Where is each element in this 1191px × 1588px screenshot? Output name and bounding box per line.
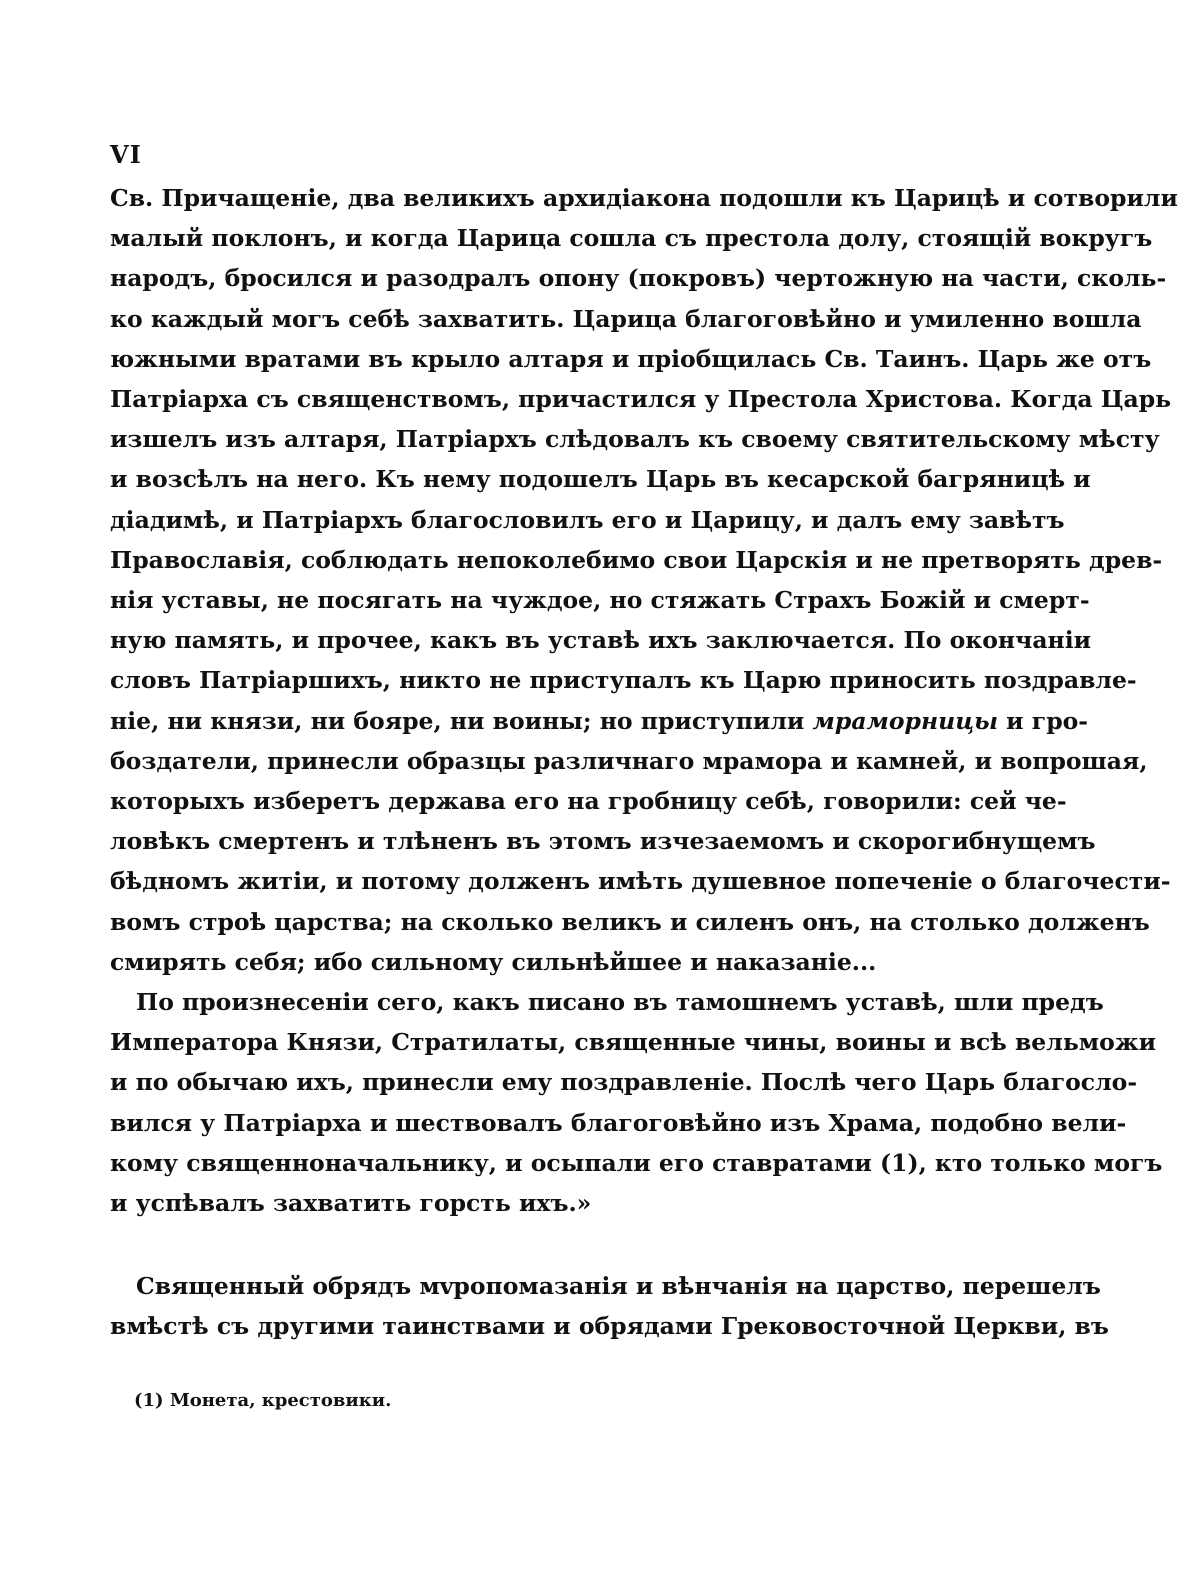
text-line: боздатели, принесли образцы различнаго мрамора и камней, и вопрошая, xyxy=(110,746,1148,775)
text-line: нія уставы, не посягать на чуждое, но стяжать Страхъ Божій и смерт- xyxy=(110,586,1090,615)
text-line: вомъ строѣ царства; на сколько великъ и силенъ онъ, на столько долженъ xyxy=(110,907,1150,936)
text-line: народъ, бросился и разодралъ опону (покровъ) чертожную на части, сколь- xyxy=(110,264,1167,293)
text-line: ко каждый могъ себѣ захватить. Царица благоговѣйно и умиленно вошла xyxy=(110,304,1142,333)
text-line: кому священноначальнику, и осыпали его ставратами (1), кто только могъ xyxy=(110,1148,1163,1177)
text-line: и по обычаю ихъ, принесли ему поздравленіе. Послѣ чего Царь благосло- xyxy=(110,1068,1138,1097)
text-segment: и гро- xyxy=(998,706,1089,735)
text-line: Императора Князи, Стратилаты, священные чины, воины и всѣ вельможи xyxy=(110,1028,1157,1057)
text-line: ную память, и прочее, какъ въ уставѣ ихъ заключается. По окончаніи xyxy=(110,626,1092,655)
text-line: По произнесеніи сего, какъ писано въ тамошнемъ уставѣ, шли предъ xyxy=(136,988,1104,1017)
italic-word: мраморницы xyxy=(812,706,998,735)
text-line: и успѣвалъ захватить горсть ихъ.» xyxy=(110,1189,592,1218)
text-segment: ніе, ни князи, ни бояре, ни воины; но приступили xyxy=(110,706,813,735)
text-line: Православія, соблюдать непоколебимо свои Царскія и не претворять древ- xyxy=(110,545,1163,574)
footnote: (1) Монета, крестовики. xyxy=(134,1390,392,1411)
text-line: вмѣстѣ съ другими таинствами и обрядами Грековосточной Церкви, въ xyxy=(110,1312,1109,1341)
text-line: малый поклонъ, и когда Царица сошла съ престола долу, стоящій вокругъ xyxy=(110,224,1153,253)
text-line: смирять себя; ибо сильному сильнѣйшее и наказаніе... xyxy=(110,947,877,976)
text-line: южными вратами въ крыло алтаря и пріобщилась Св. Таинъ. Царь же отъ xyxy=(110,344,1152,373)
text-line-with-italic xyxy=(110,701,1089,741)
text-line: ловѣкъ смертенъ и тлѣненъ въ этомъ изчезаемомъ и скорогибнущемъ xyxy=(110,827,1096,856)
text-line: діадимѣ, и Патріархъ благословилъ его и Царицу, и далъ ему завѣтъ xyxy=(110,505,1065,534)
text-line: изшелъ изъ алтаря, Патріархъ слѣдовалъ къ своему святительскому мѣсту xyxy=(110,425,1160,454)
text-line: которыхъ изберетъ держава его на гробницу себѣ, говорили: сей че- xyxy=(110,787,1067,816)
text-line: Священный обрядъ мvропомазанія и вѣнчанія на царство, перешелъ xyxy=(136,1272,1101,1300)
text-line: и возсѣлъ на него. Къ нему подошелъ Царь въ кесарской багряницѣ и xyxy=(110,465,1091,494)
text-line: вился у Патріарха и шествовалъ благоговѣйно изъ Храма, подобно вели- xyxy=(110,1108,1127,1137)
text-line: словъ Патріаршихъ, никто не приступалъ къ Царю приносить поздравле- xyxy=(110,666,1137,695)
text-line: бѣдномъ житіи, и потому долженъ имѣть душевное попеченіе о благочести- xyxy=(110,867,1171,896)
main-paragraph xyxy=(110,178,1178,1223)
text-line: Патріарха съ священствомъ, причастился у Престола Христова. Когда Царь xyxy=(110,385,1172,414)
text-line: Св. Причащеніе, два великихъ архидіакона подошли къ Царицѣ и сотворили xyxy=(110,184,1178,212)
second-paragraph xyxy=(110,1266,1109,1346)
page-number: VI xyxy=(110,140,142,169)
